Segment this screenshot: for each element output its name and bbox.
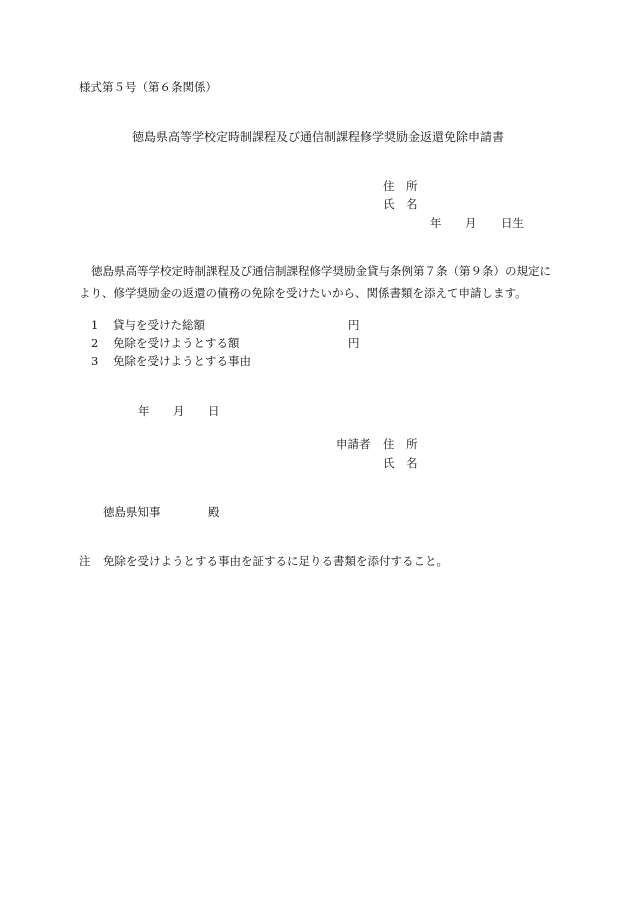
body-line-1: 徳島県高等学校定時制課程及び通信制課程修学奨励金貸与条例第７条（第９条）の規定に <box>91 264 551 278</box>
item-unit: 円 <box>348 318 360 332</box>
item-number: 1 <box>91 318 99 332</box>
date-year-label: 年 <box>138 404 150 418</box>
applicant-address-label: 住 所 <box>383 437 418 451</box>
item-number: 2 <box>91 336 99 350</box>
item-unit: 円 <box>348 336 360 350</box>
applicant-label: 申請者 <box>336 437 371 451</box>
date-month-label: 月 <box>173 404 185 418</box>
name-label: 氏 名 <box>383 197 418 211</box>
birth-month-label: 月 <box>465 216 477 230</box>
item-label: 免除を受けようとする額 <box>113 336 240 350</box>
item-number: 3 <box>91 354 99 368</box>
addressee-honorific: 殿 <box>208 505 220 519</box>
addressee-name: 徳島県知事 <box>103 505 161 519</box>
item-label: 貸与を受けた総額 <box>113 318 205 332</box>
note-text: 免除を受けようとする事由を証するに足りる書類を添付すること。 <box>103 554 448 568</box>
birth-day-label: 日生 <box>501 216 524 230</box>
document-title: 徳島県高等学校定時制課程及び通信制課程修学奨励金返還免除申請書 <box>132 130 505 144</box>
form-number: 様式第５号（第６条関係） <box>79 80 217 94</box>
address-label: 住 所 <box>383 179 418 193</box>
applicant-name-label: 氏 名 <box>383 456 418 470</box>
note-prefix: 注 <box>79 554 91 568</box>
date-day-label: 日 <box>208 404 220 418</box>
birth-year-label: 年 <box>430 216 442 230</box>
item-label: 免除を受けようとする事由 <box>113 354 251 368</box>
body-line-2: より、修学奨励金の返還の債務の免除を受けたいから、関係書類を添えて申請します。 <box>79 286 527 300</box>
